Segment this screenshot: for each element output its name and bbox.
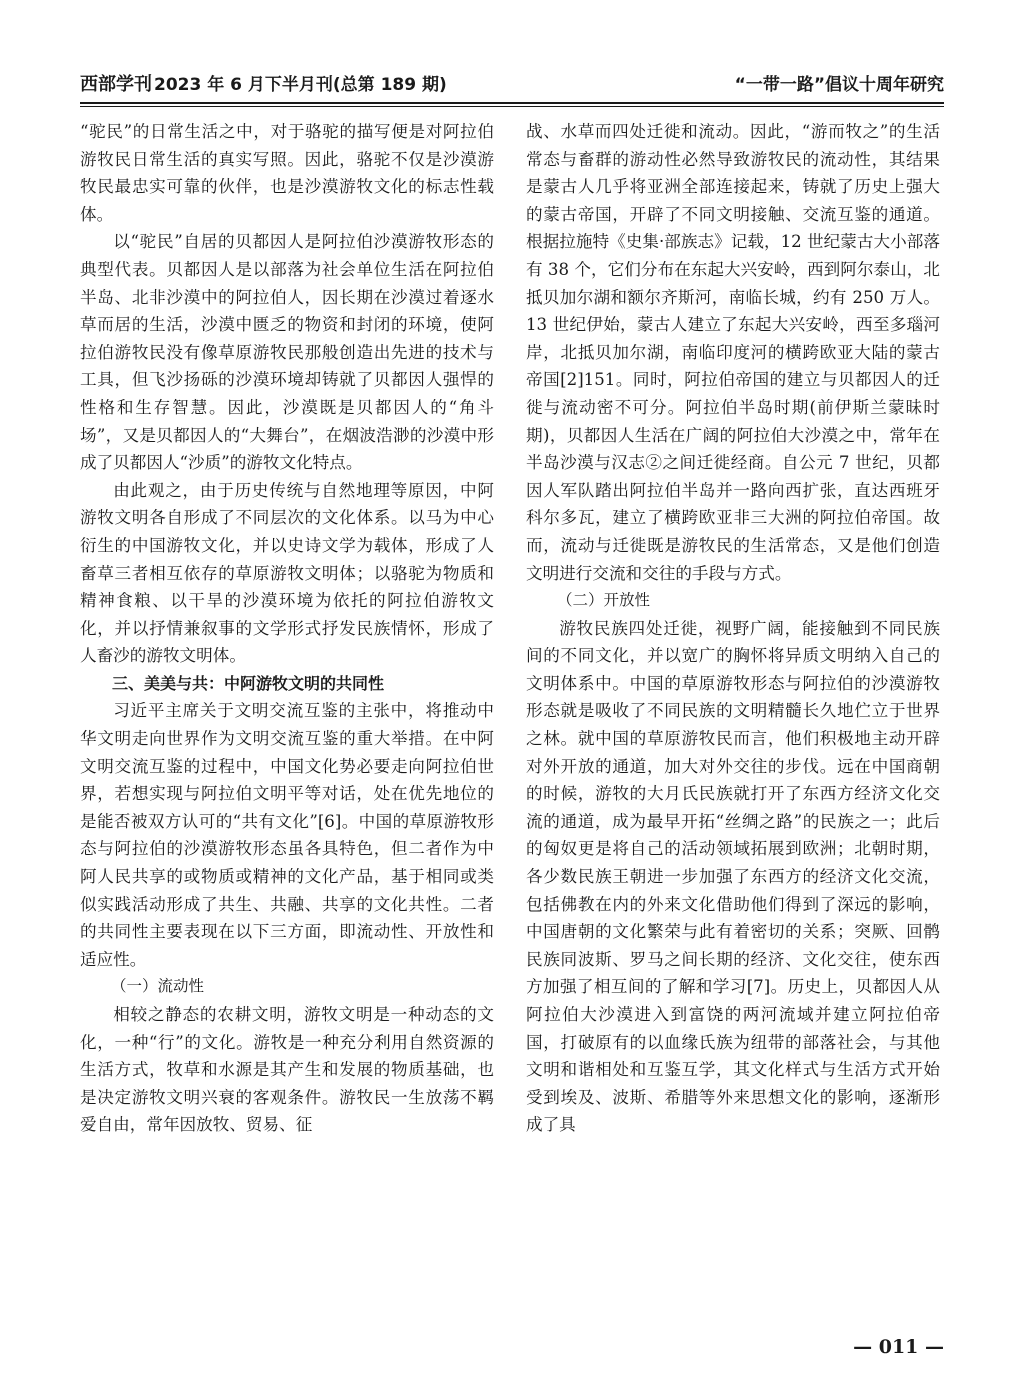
right-column <box>526 118 940 1139</box>
header-rule-thin <box>80 106 944 107</box>
left-column <box>80 118 494 1139</box>
subsection-heading: （二）开放性 <box>557 591 651 610</box>
paragraph: 习近平主席关于文明交流互鉴的主张中，将推动中华文明走向世界作为文明交流互鉴的重大举措。在中阿文明交流互鉴的过程中，中国文化势必要走向阿拉伯世界，若想实现与阿拉伯文明平等对话，处在优先地位的是能否被双方认可的“共有文化”[6]。中国的草原游牧形态与阿拉伯的沙漠游牧形态虽各具特色，但二者作为中阿人民共享的或物质或精神的文化产品，基于相同或类似实践活动形成了共生、共融、共享的文化共性。二者的共同性主要表现在以下三方面，即流动性、开放性和适应性。 <box>80 701 494 969</box>
issue-info: 2023 年 6 月下半月刊(总第 189 期) <box>154 75 447 95</box>
running-header <box>80 72 944 102</box>
section-heading: 三、美美与共：中阿游牧文明的共同性 <box>112 673 385 693</box>
journal-issue-line <box>80 72 447 98</box>
subsection-heading: （一）流动性 <box>111 977 205 996</box>
paragraph: 相较之静态的农耕文明，游牧文明是一种动态的文化，一种“行”的文化。游牧是一种充分利用自然资源的生活方式，牧草和水源是其产生和发展的物质基础，也是决定游牧文明兴衰的客观条件。游牧民一生放荡不羁爱自由，常年因放牧、贸易、征 <box>80 1005 494 1135</box>
journal-logo: 西部学刊 <box>80 74 152 95</box>
paragraph: “驼民”的日常生活之中，对于骆驼的描写便是对阿拉伯游牧民日常生活的真实写照。因此，骆驼不仅是沙漠游牧民最忠实可靠的伙伴，也是沙漠游牧文化的标志性载体。 <box>80 122 494 224</box>
page-number: — 011 — <box>853 1336 944 1358</box>
paragraph: 游牧民族四处迁徙，视野广阔，能接触到不同民族间的不同文化，并以宽广的胸怀将异质文明纳入自己的文明体系中。中国的草原游牧形态与阿拉伯的沙漠游牧形态就是吸收了不同民族的文明精髓长久地伫立于世界之林。就中国的草原游牧民而言，他们积极地主动开辟对外开放的通道，加大对外交往的步伐。远在中国商朝的时候，游牧的大月氏民族就打开了东西方经济文化交流的通道，成为最早开拓“丝绸之路”的民族之一；此后的匈奴更是将自己的活动领域拓展到欧洲；北朝时期，各少数民族王朝进一步加强了东西方的经济文化交流，包括佛教在内的外来文化借助他们得到了深远的影响，中国唐朝的文化繁荣与此有着密切的关系；突厥、回鹘民族同波斯、罗马之间长期的经济、文化交往，使东西方加强了相互间的了解和学习[7]。历史上，贝都因人从阿拉伯大沙漠进入到富饶的两河流域并建立阿拉伯帝国，打破原有的以血缘氏族为纽带的部落社会，与其他文明和谐相处和互鉴互学，其文化样式与生活方式开始受到埃及、波斯、希腊等外来思想文化的影响，逐渐形成了具 <box>526 618 940 1135</box>
section-title: “一带一路”倡议十周年研究 <box>734 75 944 95</box>
paragraph: 由此观之，由于历史传统与自然地理等原因，中阿游牧文明各自形成了不同层次的文化体系。以马为中心衍生的中国游牧文化，并以史诗文学为载体，形成了人畜草三者相互依存的草原游牧文明体；以骆驼为物质和精神食粮、以干旱的沙漠环境为依托的阿拉伯游牧文化，并以抒情兼叙事的文学形式抒发民族情怀，形成了人畜沙的游牧文明体。 <box>80 480 494 666</box>
header-rule-thick <box>80 102 944 104</box>
paragraph: 以“驼民”自居的贝都因人是阿拉伯沙漠游牧形态的典型代表。贝都因人是以部落为社会单位生活在阿拉伯半岛、北非沙漠中的阿拉伯人，因长期在沙漠过着逐水草而居的生活，沙漠中匮乏的物资和封闭的环境，使阿拉伯游牧民没有像草原游牧民那般创造出先进的技术与工具，但飞沙扬砾的沙漠环境却铸就了贝都因人强悍的性格和生存智慧。因此，沙漠既是贝都因人的“角斗场”，又是贝都因人的“大舞台”，在烟波浩渺的沙漠中形成了贝都因人“沙质”的游牧文化特点。 <box>80 232 494 473</box>
paragraph: 战、水草而四处迁徙和流动。因此，“游而牧之”的生活常态与畜群的游动性必然导致游牧民的流动性，其结果是蒙古人几乎将亚洲全部连接起来，铸就了历史上强大的蒙古帝国，开辟了不同文明接触、交流互鉴的通道。根据拉施特《史集·部族志》记载，12 世纪蒙古大小部落有 38 个，它们分布在东起大兴安岭，西到阿尔泰山，北抵贝加尔湖和额尔齐斯河，南临长城，约有 250 万人。13 世纪伊始，蒙古人建立了东起大兴安岭，西至多瑙河岸，北抵贝加尔湖，南临印度河的横跨欧亚大陆的蒙古帝国[2]151。同时，阿拉伯帝国的建立与贝都因人的迁徙与流动密不可分。阿拉伯半岛时期(前伊斯兰蒙昧时期)，贝都因人生活在广阔的阿拉伯大沙漠之中，常年在半岛沙漠与汉志②之间迁徙经商。自公元 7 世纪，贝都因人军队踏出阿拉伯半岛并一路向西扩张，直达西班牙科尔多瓦，建立了横跨欧亚非三大洲的阿拉伯帝国。故而，流动与迁徙既是游牧民的生活常态，又是他们创造文明进行交流和交往的手段与方式。 <box>526 122 940 583</box>
